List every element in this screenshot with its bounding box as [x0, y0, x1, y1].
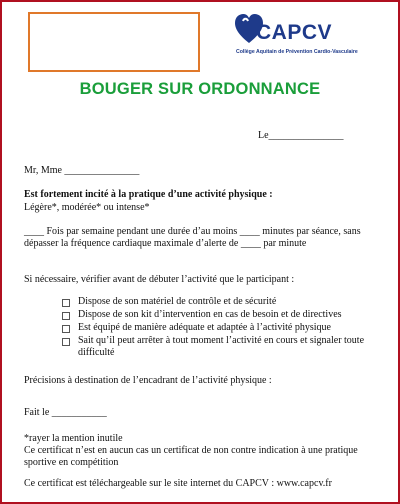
done-at-line: Fait le ___________	[24, 407, 107, 418]
checklist-item-2: Dispose de son kit d’intervention en cas de besoin et de directives	[78, 309, 342, 320]
incite-heading: Est fortement incité à la pratique d’une activité physique :	[24, 189, 273, 200]
capcv-logo	[234, 12, 394, 62]
frequency-line-2: dépasser la fréquence cardiaque maximale d’alerte de ____ par minute	[24, 238, 307, 249]
frequency-line-1: ____ Fois par semaine pendant une durée d’au moins ____ minutes par séance, sans	[24, 226, 361, 237]
date-line: Le_______________	[258, 130, 344, 141]
verify-line: Si nécessaire, vérifier avant de débuter l’activité que le participant :	[24, 274, 295, 285]
footnote-certificate: Ce certificat n’est en aucun cas un certificat de non contre indication à une pratique sportive en compétition	[24, 445, 358, 468]
page-title: BOUGER SUR ORDONNANCE	[79, 80, 321, 98]
checklist-item-1: Dispose de son matériel de contrôle et de sécurité	[78, 296, 277, 307]
footnote-mention: *rayer la mention inutile	[24, 433, 123, 444]
doctor-stamp-box	[28, 12, 200, 72]
checklist-item-3: Est équipé de manière adéquate et adaptée à l’activité physique	[78, 322, 331, 333]
patient-line: Mr, Mme _______________	[24, 165, 140, 176]
logo-subtitle: Collège Aquitain de Prévention Cardio-Vasculaire	[236, 49, 358, 55]
precisions-line: Précisions à destination de l’encadrant de l’activité physique :	[24, 375, 272, 386]
checkbox-1[interactable]	[62, 299, 70, 307]
checkbox-3[interactable]	[62, 325, 70, 333]
download-line: Ce certificat est téléchargeable sur le site internet du CAPCV : www.capcv.fr	[24, 478, 332, 489]
logo-name: CAPCV	[256, 21, 333, 44]
checklist-item-4: Sait qu’il peut arrêter à tout moment l’activité en cours et signaler toute difficulté	[78, 335, 365, 358]
checkbox-2[interactable]	[62, 312, 70, 320]
intensity-options: Légère*, modérée* ou intense*	[24, 202, 150, 213]
checkbox-4[interactable]	[62, 338, 70, 346]
